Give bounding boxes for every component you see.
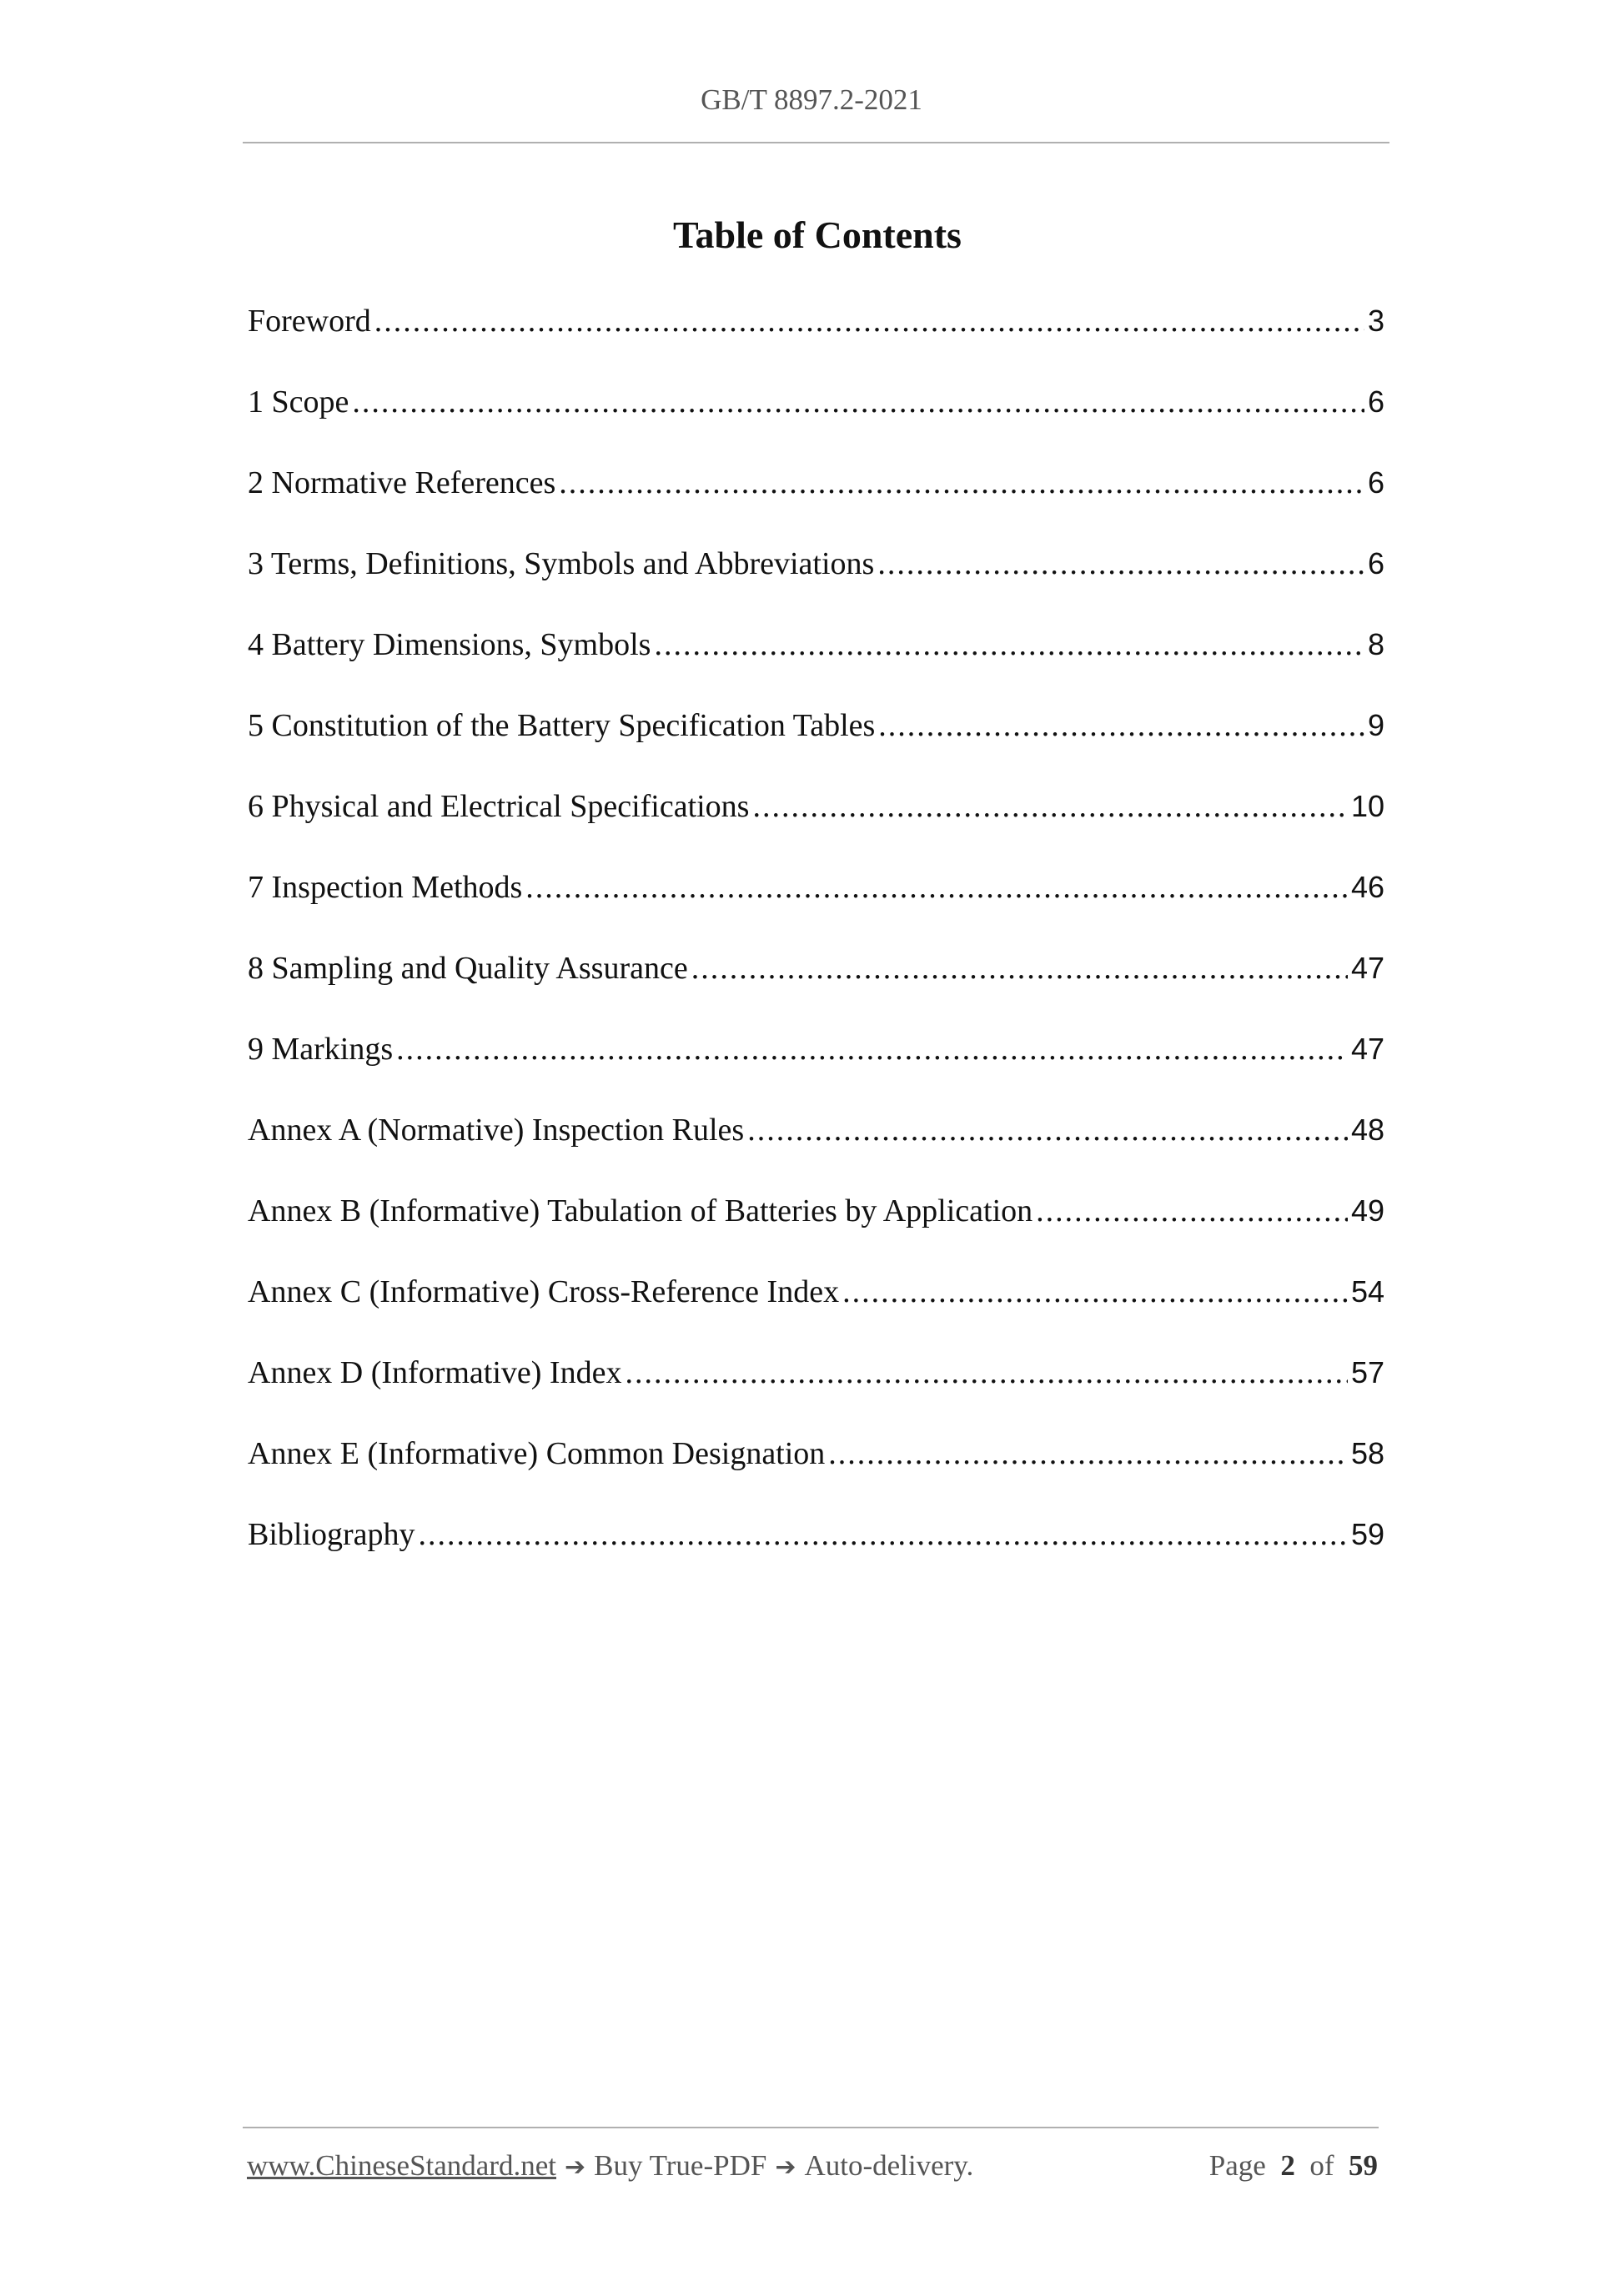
footer-promo (247, 2149, 973, 2183)
page-header-doc-id: GB/T 8897.2-2021 (701, 83, 922, 116)
toc-entry-page: 59 (1350, 1517, 1384, 1551)
header-divider (243, 142, 1389, 143)
toc-entry-page: 3 (1367, 304, 1384, 338)
toc-dot-leader (352, 384, 1364, 420)
toc-entry-title: Foreword (248, 304, 371, 339)
toc-dot-leader (654, 626, 1364, 663)
toc-list (248, 303, 1384, 1597)
toc-dot-leader (747, 1112, 1348, 1148)
of-label: of (1309, 2149, 1334, 2182)
toc-entry-page: 10 (1350, 789, 1384, 823)
toc-entry[interactable] (248, 626, 1384, 707)
toc-entry[interactable] (248, 869, 1384, 950)
toc-dot-leader (625, 1354, 1348, 1391)
toc-entry[interactable] (248, 1516, 1384, 1597)
toc-entry[interactable] (248, 465, 1384, 545)
current-page-number: 2 (1280, 2149, 1295, 2182)
toc-entry-title: Annex B (Informative) Tabulation of Batteries by Application (248, 1193, 1033, 1228)
toc-entry-page: 49 (1350, 1193, 1384, 1228)
total-pages-number: 59 (1349, 2149, 1378, 2182)
right-arrow-icon: ➔ (775, 2153, 796, 2182)
page-number (1209, 2149, 1378, 2183)
website-link[interactable]: www.ChineseStandard.net (247, 2149, 556, 2182)
toc-dot-leader (374, 303, 1364, 339)
toc-entry-title: 9 Markings (248, 1032, 394, 1067)
toc-entry-title: Annex C (Informative) Cross-Reference Index (248, 1274, 840, 1309)
toc-dot-leader (419, 1516, 1348, 1553)
toc-dot-leader (877, 545, 1364, 582)
toc-entry-title: 8 Sampling and Quality Assurance (248, 951, 688, 986)
toc-entry-page: 9 (1367, 708, 1384, 742)
toc-entry[interactable] (248, 1112, 1384, 1193)
toc-entry[interactable] (248, 950, 1384, 1031)
toc-dot-leader (691, 950, 1348, 987)
right-arrow-icon: ➔ (565, 2153, 586, 2182)
toc-entry[interactable] (248, 1193, 1384, 1274)
toc-dot-leader (878, 707, 1364, 744)
toc-entry-page: 8 (1367, 627, 1384, 661)
toc-entry[interactable] (248, 303, 1384, 384)
toc-entry-page: 6 (1367, 546, 1384, 580)
toc-entry-title: Annex D (Informative) Index (248, 1355, 622, 1390)
toc-dot-leader (828, 1435, 1348, 1472)
toc-entry-title: 1 Scope (248, 384, 349, 420)
toc-entry-page: 6 (1367, 465, 1384, 500)
toc-entry-title: Annex A (Normative) Inspection Rules (248, 1113, 745, 1148)
footer-divider (243, 2127, 1379, 2128)
toc-dot-leader (396, 1031, 1348, 1068)
toc-entry[interactable] (248, 1031, 1384, 1112)
toc-entry[interactable] (248, 545, 1384, 626)
toc-entry-page: 54 (1350, 1274, 1384, 1309)
toc-entry[interactable] (248, 707, 1384, 788)
toc-entry-title: 7 Inspection Methods (248, 870, 523, 905)
toc-entry[interactable] (248, 1274, 1384, 1354)
toc-entry-page: 6 (1367, 384, 1384, 419)
toc-entry-title: 3 Terms, Definitions, Symbols and Abbreviations (248, 546, 875, 581)
toc-entry-page: 47 (1350, 1032, 1384, 1066)
page-title: Table of Contents (673, 214, 962, 256)
page-footer (247, 2149, 1378, 2183)
toc-entry-title: Annex E (Informative) Common Designation (248, 1436, 826, 1471)
page-label: Page (1208, 2149, 1266, 2182)
toc-entry-title: Bibliography (248, 1517, 415, 1552)
toc-dot-leader (752, 788, 1347, 825)
toc-dot-leader (1036, 1193, 1348, 1229)
toc-entry-title: 4 Battery Dimensions, Symbols (248, 627, 651, 662)
toc-entry[interactable] (248, 1435, 1384, 1516)
toc-dot-leader (842, 1274, 1348, 1310)
toc-entry-page: 46 (1350, 870, 1384, 904)
toc-entry-page: 47 (1350, 951, 1384, 985)
buy-true-pdf-text: Buy True-PDF (594, 2149, 767, 2182)
toc-entry-page: 57 (1350, 1355, 1384, 1389)
toc-entry-page: 48 (1350, 1113, 1384, 1147)
auto-delivery-text: Auto-delivery. (804, 2149, 974, 2182)
toc-entry[interactable] (248, 1354, 1384, 1435)
toc-entry-title: 6 Physical and Electrical Specifications (248, 789, 750, 824)
toc-dot-leader (525, 869, 1348, 906)
toc-entry-page: 58 (1350, 1436, 1384, 1470)
toc-entry[interactable] (248, 788, 1384, 869)
toc-entry-title: 2 Normative References (248, 465, 556, 500)
toc-entry[interactable] (248, 384, 1384, 465)
toc-entry-title: 5 Constitution of the Battery Specification Tables (248, 708, 876, 743)
toc-dot-leader (559, 465, 1364, 501)
